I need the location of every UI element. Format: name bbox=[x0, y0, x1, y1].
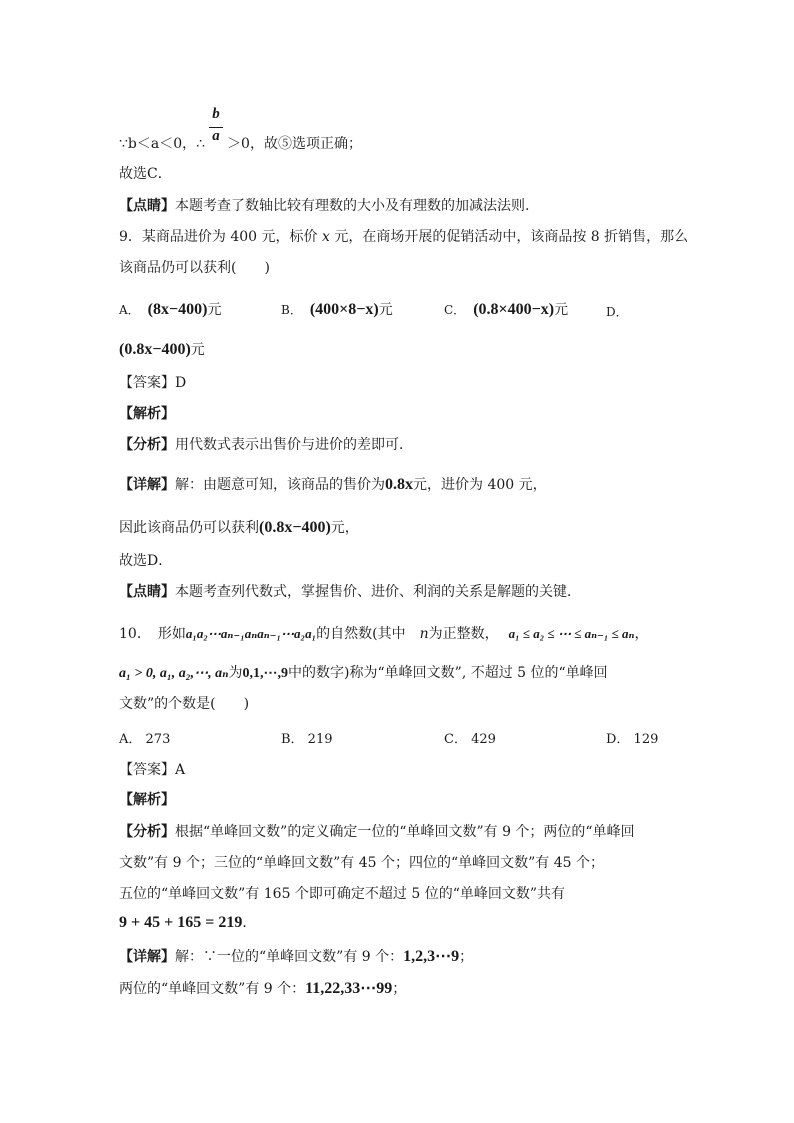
question-9-stem-line2: 该商品仍可以获利( ) bbox=[119, 260, 270, 276]
text-segment: ， bbox=[634, 626, 649, 642]
q9-option-d-label: D． bbox=[606, 305, 628, 319]
section-tag: 【分析】 bbox=[119, 824, 175, 840]
question-10-stem-line1 bbox=[119, 625, 649, 643]
math-expression: a₁a₂⋯aₙ₋₁aₙaₙ₋₁⋯a₂a₁ bbox=[185, 626, 317, 641]
q10-option-d: D． 129 bbox=[606, 732, 659, 747]
option-label: B． bbox=[281, 303, 302, 317]
text-segment: 因此该商品仍可以获利 bbox=[119, 520, 259, 536]
option-label: A． bbox=[119, 303, 140, 317]
q10-fenxi-line1 bbox=[119, 823, 635, 841]
math-expression: (8x−400) bbox=[147, 301, 208, 318]
unit-text: 元 bbox=[378, 302, 393, 318]
option-label: C． bbox=[444, 303, 466, 317]
text-segment: 用代数式表示出售价与进价的差即可． bbox=[175, 437, 413, 453]
unit-text: 元 bbox=[190, 342, 205, 358]
text-segment: ． bbox=[242, 915, 257, 931]
math-expression: (0.8×400−x) bbox=[473, 301, 555, 318]
text-segment: ； bbox=[459, 949, 474, 965]
text-segment: ； bbox=[392, 981, 407, 997]
text-segment: 元，进价为 400 元， bbox=[413, 477, 547, 493]
math-expression: 9 + 45 + 165 = 219 bbox=[119, 914, 243, 931]
text-segment: ＞0，故⑤选项正确； bbox=[227, 136, 362, 152]
math-variable: n bbox=[419, 626, 429, 642]
unit-text: 元 bbox=[554, 302, 569, 318]
text-segment: 中的数字)称为“单峰回文数”, 不超过 5 位的“单峰回 bbox=[288, 665, 608, 681]
math-expression: 0.8x bbox=[385, 476, 413, 493]
q10-jiexi: 【解析】 bbox=[119, 792, 175, 808]
math-variable: x bbox=[321, 229, 330, 245]
question-10-stem-line3: 文数”的个数是( ) bbox=[119, 696, 250, 712]
line-conclusion-5 bbox=[119, 135, 362, 153]
fraction-denominator: a bbox=[212, 128, 220, 144]
text-segment: 为正整数， bbox=[428, 626, 499, 642]
q9-jiexi: 【解析】 bbox=[119, 406, 175, 422]
line-dianjing-8 bbox=[119, 197, 529, 215]
q9-option-d bbox=[119, 341, 205, 359]
math-expression: (400×8−x) bbox=[309, 301, 379, 318]
section-tag: 【分析】 bbox=[119, 437, 175, 453]
text-segment: 本题考查列代数式，掌握售价、进价、利润的关系是解题的关键． bbox=[175, 584, 581, 600]
line-choose-c: 故选C． bbox=[119, 166, 172, 182]
math-expression: a₁ > 0, a₁, a₂,⋯, bbox=[119, 666, 216, 681]
text-segment: 根据“单峰回文数”的定义确定一位的“单峰回文数”有 9 个；两位的“单峰回 bbox=[175, 824, 635, 840]
q10-option-a: A． 273 bbox=[119, 732, 171, 747]
q9-option-b bbox=[281, 301, 393, 319]
text-segment: 9．某商品进价为 400 元，标价 bbox=[119, 229, 322, 245]
text-segment: 元， bbox=[330, 520, 359, 536]
text-segment: 10． 形如 bbox=[119, 626, 186, 642]
section-tag: 【详解】 bbox=[119, 477, 175, 493]
text-segment: 解：∵一位的“单峰回文数”有 9 个： bbox=[175, 949, 404, 965]
q9-fenxi bbox=[119, 436, 413, 454]
section-tag: 【点睛】 bbox=[119, 198, 175, 214]
question-9-stem-line1 bbox=[119, 228, 688, 246]
math-expression: 1,2,3⋯9 bbox=[403, 948, 460, 965]
q9-choose: 故选D． bbox=[119, 553, 173, 569]
text-segment: 本题考查了数轴比较有理数的大小及有理数的加减法法则. bbox=[175, 198, 530, 214]
q9-detail-line1 bbox=[119, 476, 547, 494]
q10-option-c: C． 429 bbox=[444, 732, 496, 747]
math-expression: 11,22,33⋯99 bbox=[305, 980, 393, 997]
text-segment: 两位的“单峰回文数”有 9 个： bbox=[119, 981, 306, 997]
q9-dianjing bbox=[119, 583, 581, 601]
q10-detail-line1 bbox=[119, 948, 473, 966]
fraction-numerator: b bbox=[212, 106, 220, 122]
text-segment: 为 bbox=[228, 665, 243, 681]
question-10-stem-line2 bbox=[119, 664, 608, 683]
math-expression: (0.8x−400) bbox=[259, 519, 331, 536]
q9-option-a bbox=[119, 301, 221, 319]
math-expression: 0,1,⋯,9 bbox=[242, 666, 289, 681]
q9-option-c bbox=[444, 301, 568, 319]
q9-detail-line2 bbox=[119, 519, 359, 537]
math-expression: (0.8x−400) bbox=[119, 341, 191, 358]
q10-sum-line bbox=[119, 914, 256, 932]
section-tag: 【详解】 bbox=[119, 949, 175, 965]
text-segment: 元，在商场开展的促销活动中，该商品按 8 折销售，那么 bbox=[329, 229, 689, 245]
q9-answer: 【答案】D bbox=[119, 375, 187, 391]
unit-text: 元 bbox=[207, 302, 222, 318]
q10-option-b: B． 219 bbox=[281, 732, 333, 747]
q10-answer: 【答案】A bbox=[119, 762, 186, 778]
text-segment: ∵b＜a＜0，∴ bbox=[119, 136, 206, 152]
math-expression: aₙ bbox=[215, 666, 229, 681]
text-segment: 的自然数(其中 bbox=[316, 626, 420, 642]
math-expression: a₁ ≤ a₂ ≤ ⋯ ≤ aₙ₋₁ ≤ aₙ bbox=[508, 626, 635, 641]
section-tag: 【点睛】 bbox=[119, 584, 175, 600]
q10-detail-line2 bbox=[119, 980, 406, 998]
q10-fenxi-line3: 五位的“单峰回文数”有 165 个即可确定不超过 5 位的“单峰回文数”共有 bbox=[119, 886, 566, 902]
q10-fenxi-line2: 文数”有 9 个；三位的“单峰回文数”有 45 个；四位的“单峰回文数”有 45 个； bbox=[119, 855, 605, 871]
text-segment: 解：由题意可知，该商品的售价为 bbox=[175, 477, 385, 493]
